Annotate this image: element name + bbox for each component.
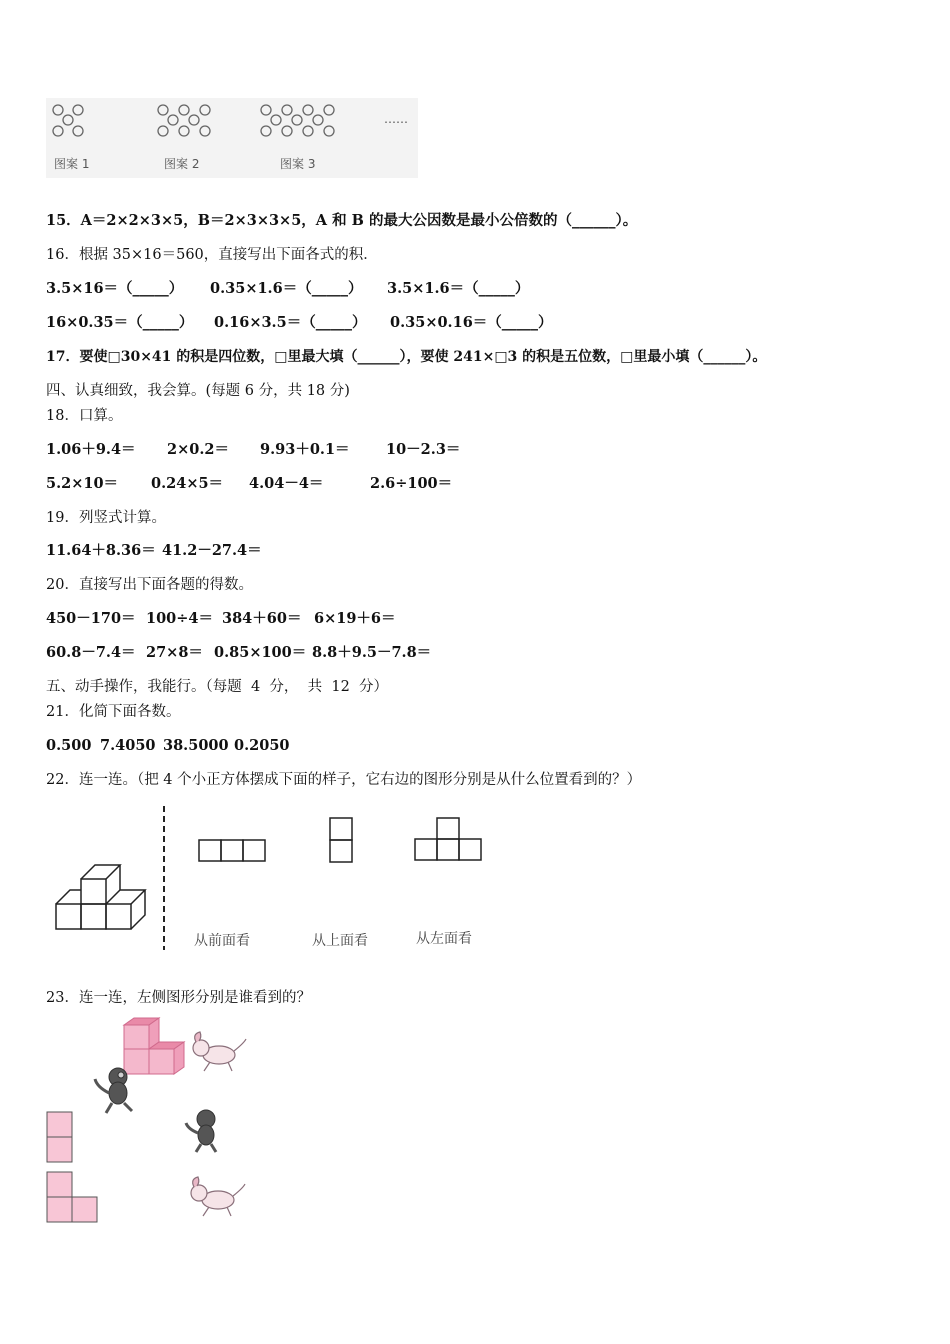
circle <box>158 126 168 136</box>
circle <box>324 126 334 136</box>
pattern-figure <box>46 98 418 178</box>
pattern-circles <box>46 98 418 178</box>
circle <box>282 105 292 115</box>
circle <box>168 115 178 125</box>
question-15: 15．A＝2×2×3×5，B＝2×3×3×5，A 和 B 的最大公因数是最小公倍数的（______）。 <box>46 212 638 229</box>
caption-top: 从上面看 <box>312 933 368 949</box>
question-20-stem: 20．直接写出下面各题的得数。 <box>46 577 253 593</box>
question-22-stem: 22．连一连。（把 4 个小正方体摆成下面的样子，它右边的图形分别是从什么位置看到的？） <box>46 772 642 788</box>
number: 0.2050 <box>234 737 290 754</box>
monkey-icon <box>95 1068 132 1113</box>
dog-icon <box>193 1032 246 1071</box>
circle <box>63 115 73 125</box>
circle <box>179 105 189 115</box>
pattern-ellipsis: …… <box>384 112 408 126</box>
circle <box>179 126 189 136</box>
expression: 27×8＝ <box>146 644 203 661</box>
expression: 384＋60＝ <box>222 610 302 627</box>
number: 7.4050 <box>100 737 156 754</box>
top-view <box>330 818 352 862</box>
circle <box>261 126 271 136</box>
expression: 16×0.35＝（_____） <box>46 314 194 331</box>
section-4-heading: 四、认真细致，我会算。(每题 6 分，共 18 分) <box>46 383 350 399</box>
circle <box>53 105 63 115</box>
circle <box>189 115 199 125</box>
expression: 1.06＋9.4＝ <box>46 441 136 458</box>
expression: 6×19＋6＝ <box>314 610 396 627</box>
question-23-stem: 23．连一连，左侧图形分别是谁看到的？ <box>46 990 311 1006</box>
who-sees-drawing <box>46 1015 256 1230</box>
circle <box>261 105 271 115</box>
who-sees-figure <box>46 1015 256 1230</box>
expression: 0.85×100＝ <box>214 644 307 661</box>
circle <box>303 126 313 136</box>
expression: 2×0.2＝ <box>167 441 229 458</box>
caption-left: 从左面看 <box>416 931 472 947</box>
circle <box>53 126 63 136</box>
expression: 9.93＋0.1＝ <box>260 441 350 458</box>
expression: 60.8－7.4＝ <box>46 644 136 661</box>
question-18-stem: 18．口算。 <box>46 408 123 424</box>
expression: 2.6÷100＝ <box>370 475 453 492</box>
cube-views-figure <box>46 800 506 956</box>
circle <box>324 105 334 115</box>
expression: 41.2－27.4＝ <box>162 542 262 559</box>
cube-stack <box>56 865 145 929</box>
pattern-label-3: 图案 3 <box>280 157 316 171</box>
monkey-icon <box>186 1110 216 1152</box>
circle <box>200 105 210 115</box>
circle <box>73 126 83 136</box>
expression: 8.8＋9.5－7.8＝ <box>312 644 432 661</box>
expression: 0.16×3.5＝（_____） <box>214 314 367 331</box>
circle <box>282 126 292 136</box>
two-square-view <box>47 1112 72 1162</box>
expression: 11.64＋8.36＝ <box>46 542 156 559</box>
expression: 100÷4＝ <box>146 610 214 627</box>
pattern-label-2: 图案 2 <box>164 157 200 171</box>
front-view <box>199 840 265 861</box>
circle <box>292 115 302 125</box>
expression: 0.35×1.6＝（_____） <box>210 280 363 297</box>
left-view <box>415 818 481 860</box>
pink-cube-stack <box>124 1018 184 1074</box>
number: 0.500 <box>46 737 92 754</box>
question-21-stem: 21．化简下面各数。 <box>46 704 181 720</box>
number: 38.5000 <box>163 737 229 754</box>
expression: 3.5×1.6＝（_____） <box>387 280 530 297</box>
pattern-label-1: 图案 1 <box>54 157 90 171</box>
circle <box>271 115 281 125</box>
l-shape-view <box>47 1172 97 1222</box>
expression: 3.5×16＝（_____） <box>46 280 184 297</box>
expression: 0.35×0.16＝（_____） <box>390 314 553 331</box>
section-5-heading: 五、动手操作，我能行。（每题 4 分， 共 12 分） <box>46 679 389 695</box>
circle <box>313 115 323 125</box>
caption-front: 从前面看 <box>194 933 250 949</box>
circle <box>303 105 313 115</box>
expression: 5.2×10＝ <box>46 475 119 492</box>
question-17: 17．要使□30×41 的积是四位数，□里最大填（______），要使 241×□3 的积是五位数，□里最小填（______）。 <box>46 349 767 365</box>
dog-icon <box>191 1177 245 1216</box>
circle <box>200 126 210 136</box>
circle <box>158 105 168 115</box>
circle <box>73 105 83 115</box>
expression: 10－2.3＝ <box>386 441 461 458</box>
expression: 4.04－4＝ <box>249 475 324 492</box>
question-19-stem: 19．列竖式计算。 <box>46 510 166 526</box>
question-16-stem: 16．根据 35×16＝560，直接写出下面各式的积． <box>46 247 378 263</box>
expression: 0.24×5＝ <box>151 475 224 492</box>
expression: 450－170＝ <box>46 610 136 627</box>
